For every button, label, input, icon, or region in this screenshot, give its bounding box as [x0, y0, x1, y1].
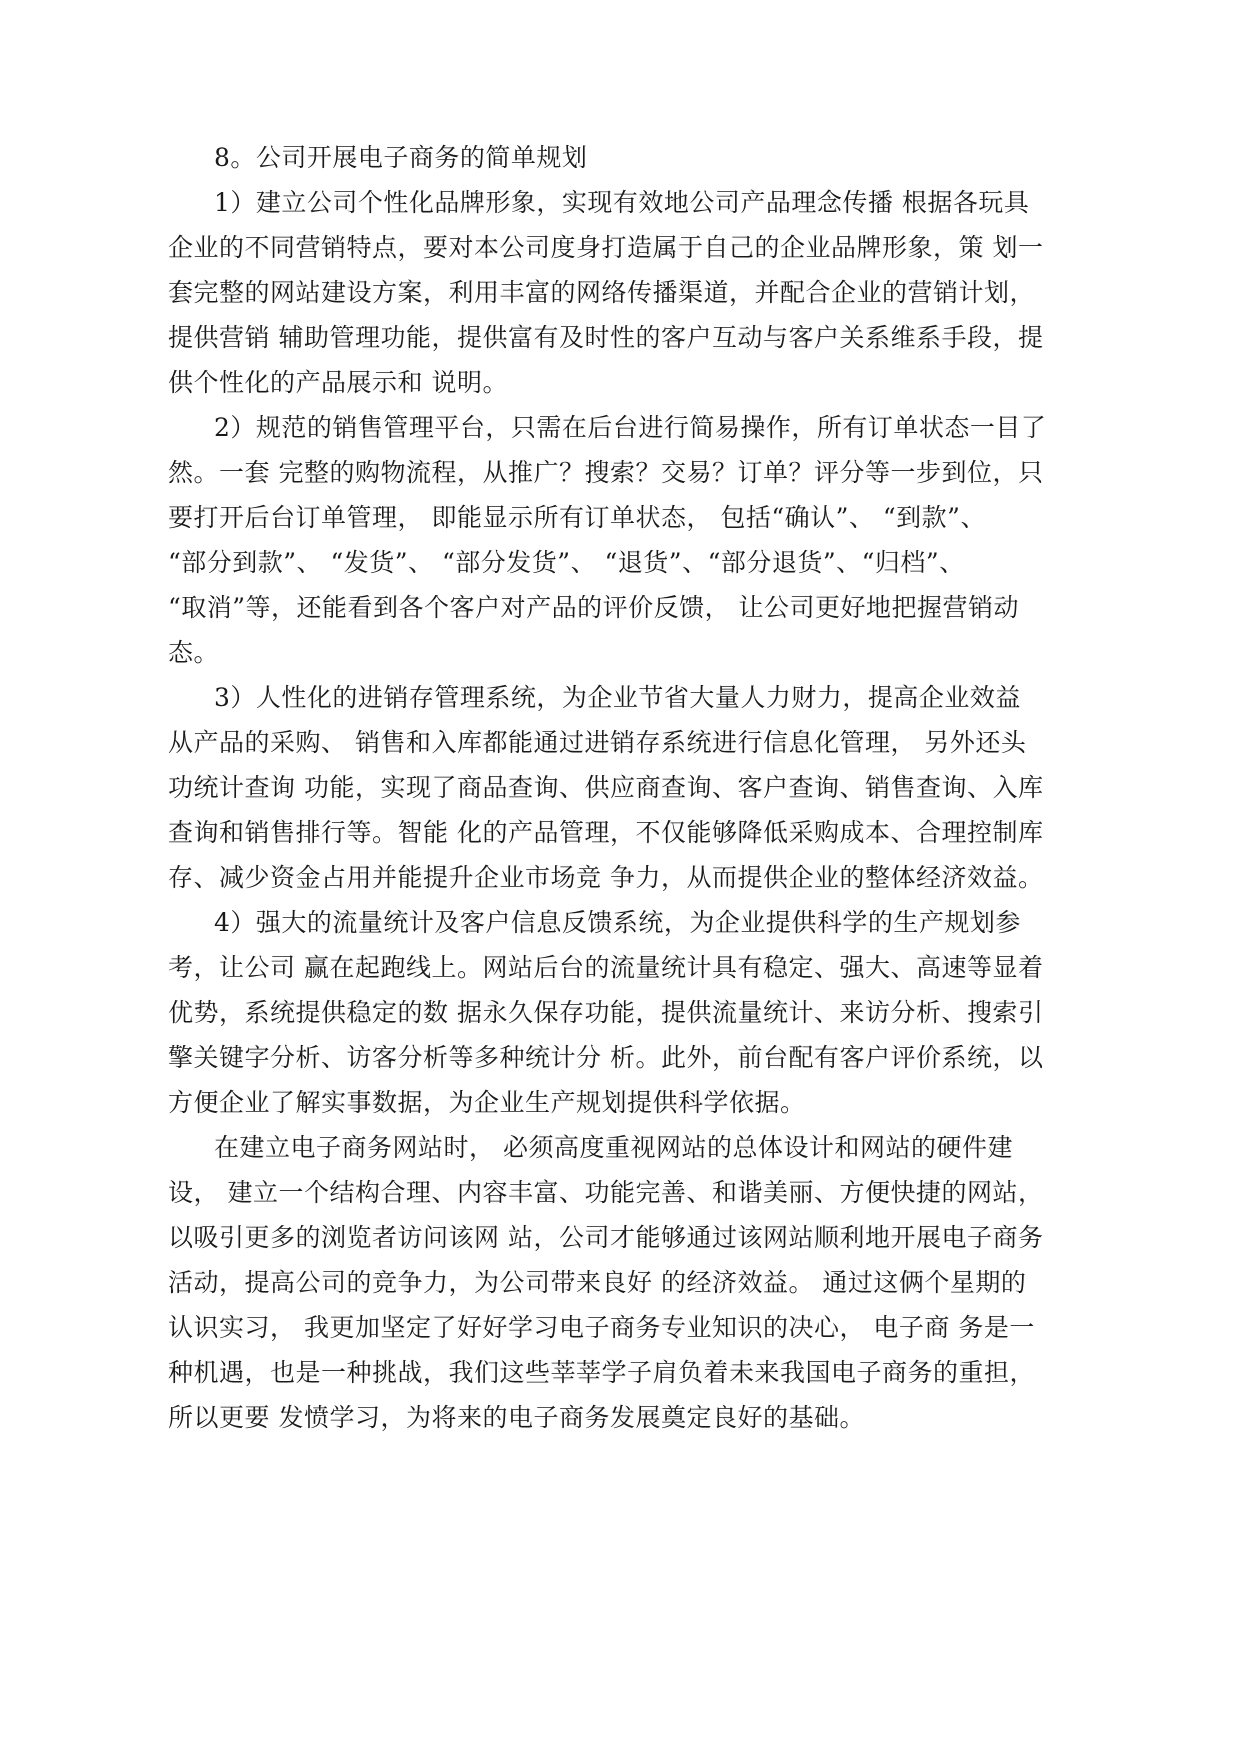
- paragraph-line: 擎关键字分析、访客分析等多种统计分 析。此外，前台配有客户评价系统，以: [168, 1043, 1044, 1072]
- paragraph-line: 所以更要 发愤学习，为将来的电子商务发展奠定良好的基础。: [168, 1403, 865, 1432]
- paragraph-line: 在建立电子商务网站时， 必须高度重视网站的总体设计和网站的硬件建: [214, 1133, 1013, 1162]
- paragraph-line: 方便企业了解实事数据，为企业生产规划提供科学依据。: [168, 1088, 806, 1117]
- paragraph-line: 供个性化的产品展示和 说明。: [168, 368, 508, 397]
- section-heading: 8。公司开展电子商务的简单规划: [214, 143, 588, 172]
- paragraph-line: 3）人性化的进销存管理系统，为企业节省大量人力财力，提高企业效益: [214, 683, 1021, 712]
- paragraph-line: 认识实习， 我更加坚定了好好学习电子商务专业知识的决心， 电子商 务是一: [168, 1313, 1035, 1342]
- paragraph-line: 提供营销 辅助管理功能，提供富有及时性的客户互动与客户关系维系手段，提: [168, 323, 1044, 352]
- paragraph-line: 功统计查询 功能，实现了商品查询、供应商查询、客户查询、销售查询、入库: [168, 773, 1044, 802]
- paragraph-line: 企业的不同营销特点，要对本公司度身打造属于自己的企业品牌形象，策 划一: [168, 233, 1044, 262]
- paragraph-line: 然。一套 完整的购物流程，从推广？搜索？交易？订单？评分等一步到位，只: [168, 458, 1044, 487]
- paragraph-line: 查询和销售排行等。智能 化的产品管理，不仅能够降低采购成本、合理控制库: [168, 818, 1044, 847]
- paragraph-line: 以吸引更多的浏览者访问该网 站，公司才能够通过该网站顺利地开展电子商务: [168, 1223, 1044, 1252]
- paragraph-line: 1）建立公司个性化品牌形象，实现有效地公司产品理念传播 根据各玩具: [214, 188, 1030, 217]
- paragraph-line: 考，让公司 赢在起跑线上。网站后台的流量统计具有稳定、强大、高速等显着: [168, 953, 1044, 982]
- paragraph-line: 种机遇，也是一种挑战，我们这些莘莘学子肩负着未来我国电子商务的重担，: [168, 1358, 1036, 1387]
- paragraph-line: “取消”等，还能看到各个客户对产品的评价反馈， 让公司更好地把握营销动: [168, 593, 1020, 622]
- paragraph-line: “部分到款”、 “发货”、 “部分发货”、 “退货”、“部分退货”、“归档”、: [168, 548, 965, 577]
- paragraph-line: 态。: [168, 638, 220, 667]
- paragraph-line: 要打开后台订单管理， 即能显示所有订单状态， 包括“确认”、 “到款”、: [168, 503, 986, 532]
- paragraph-line: 设， 建立一个结构合理、内容丰富、功能完善、和谐美丽、方便快捷的网站，: [168, 1178, 1044, 1207]
- paragraph-line: 存、减少资金占用并能提升企业市场竞 争力，从而提供企业的整体经济效益。: [168, 863, 1044, 892]
- paragraph-line: 套完整的网站建设方案，利用丰富的网络传播渠道，并配合企业的营销计划，: [168, 278, 1036, 307]
- paragraph-line: 从产品的采购、 销售和入库都能通过进销存系统进行信息化管理， 另外还头: [168, 728, 1027, 757]
- paragraph-line: 活动，提高公司的竞争力，为公司带来良好 的经济效益。 通过这俩个星期的: [168, 1268, 1027, 1297]
- paragraph-line: 优势，系统提供稳定的数 据永久保存功能，提供流量统计、来访分析、搜索引: [168, 998, 1044, 1027]
- paragraph-line: 4）强大的流量统计及客户信息反馈系统，为企业提供科学的生产规划参: [214, 908, 1021, 937]
- paragraph-line: 2）规范的销售管理平台，只需在后台进行简易操作，所有订单状态一目了: [214, 413, 1047, 442]
